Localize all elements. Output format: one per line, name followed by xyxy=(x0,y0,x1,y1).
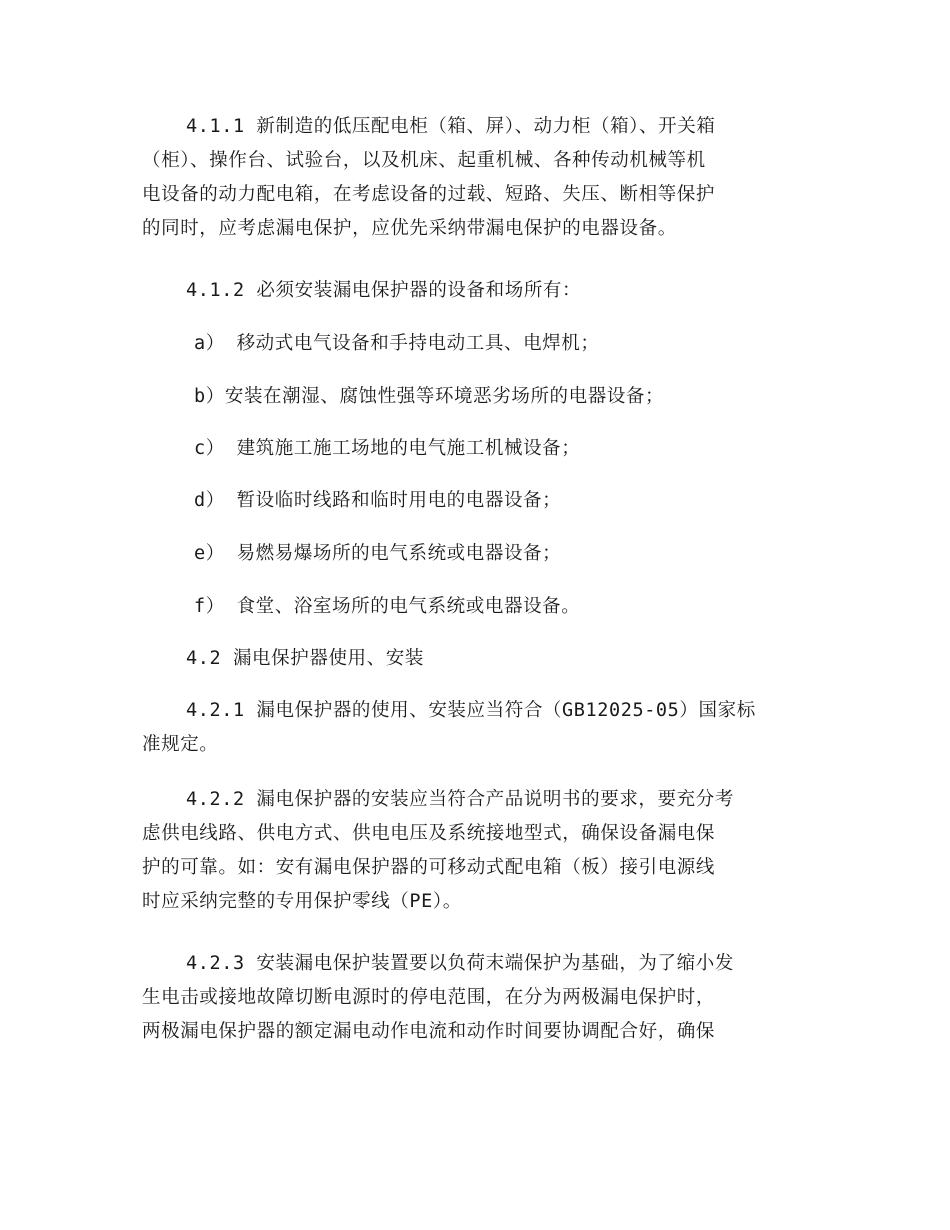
paragraph-line: 4.1.1 新制造的低压配电柜（箱、屏）、动力柜（箱）、开关箱 xyxy=(186,116,716,137)
paragraph-line: 的同时，应考虑漏电保护，应优先采纳带漏电保护的电器设备。 xyxy=(142,218,677,239)
paragraph-line: 护的可靠。如：安有漏电保护器的可移动式配电箱（板）接引电源线 xyxy=(142,857,716,878)
paragraph-4-2-2 xyxy=(142,783,802,919)
paragraph-4-2-3 xyxy=(142,947,802,1049)
list-item-b: b）安装在潮湿、腐蚀性强等环境恶劣场所的电器设备； xyxy=(194,386,665,407)
paragraph-4-2-1 xyxy=(142,694,802,762)
paragraph-line: 虑供电线路、供电方式、供电电压及系统接地型式，确保设备漏电保 xyxy=(142,823,716,844)
paragraph-line: 时应采纳完整的专用保护零线（PE）。 xyxy=(142,891,462,912)
section-heading-4-2: 4.2 漏电保护器使用、安装 xyxy=(186,648,424,669)
paragraph-line: 两极漏电保护器的额定漏电动作电流和动作时间要协调配合好，确保 xyxy=(142,1021,716,1042)
paragraph-4-1-1 xyxy=(142,110,802,246)
paragraph-line: 准规定。 xyxy=(142,734,219,755)
paragraph-line: （柜）、操作台、试验台，以及机床、起重机械、各种传动机械等机 xyxy=(142,150,706,171)
paragraph-line: 4.2.2 漏电保护器的安装应当符合产品说明书的要求，要充分考 xyxy=(186,789,734,810)
paragraph-line: 4.2.3 安装漏电保护装置要以负荷末端保护为基础，为了缩小发 xyxy=(186,953,734,974)
list-item-d: d） 暂设临时线路和临时用电的电器设备； xyxy=(194,490,562,511)
list-item-e: e） 易燃易爆场所的电气系统或电器设备； xyxy=(194,543,562,564)
paragraph-line: 生电击或接地故障切断电源时的停电范围，在分为两极漏电保护时， xyxy=(142,987,716,1008)
list-item-a: a） 移动式电气设备和手持电动工具、电焊机； xyxy=(194,333,600,354)
paragraph-4-1-2: 4.1.2 必须安装漏电保护器的设备和场所有： xyxy=(186,280,582,301)
list-item-c: c） 建筑施工施工场地的电气施工机械设备； xyxy=(194,438,581,459)
paragraph-line: 4.2.1 漏电保护器的使用、安装应当符合（GB12025-05）国家标 xyxy=(186,700,756,721)
paragraph-line: 电设备的动力配电箱，在考虑设备的过载、短路、失压、断相等保护 xyxy=(142,184,716,205)
list-item-f: f） 食堂、浴室场所的电气系统或电器设备。 xyxy=(194,596,581,617)
